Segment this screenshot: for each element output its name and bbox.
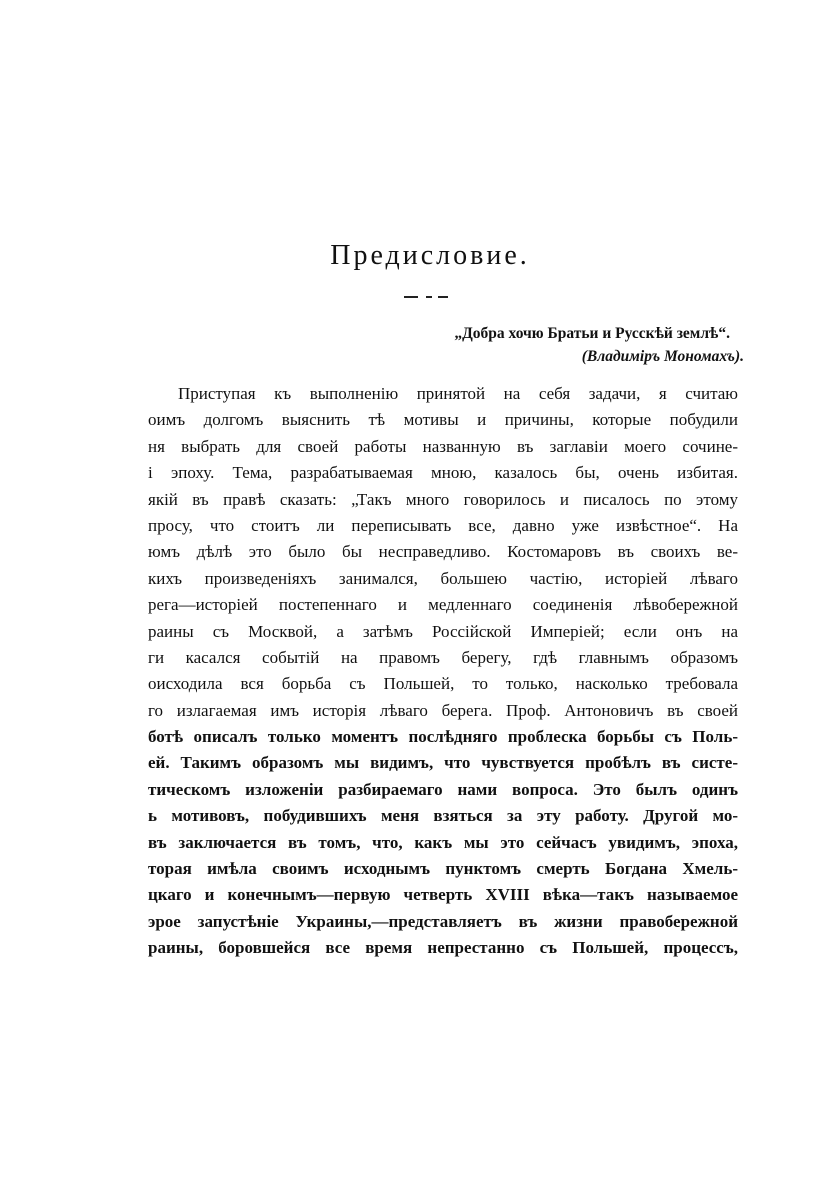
text-line: въ заключается въ томъ, что, какъ мы это сейчасъ увидимъ, эпоха,	[148, 832, 738, 852]
epigraph-author: (Владимiръ Мономахъ).	[581, 348, 744, 365]
body-paragraph	[148, 381, 738, 962]
text-line: кихъ произведеніяхъ занимался, большею частію, исторіей лѣваго	[148, 568, 738, 588]
epigraph	[454, 322, 744, 368]
text-line: Приступая къ выполненію принятой на себя задачи, я считаю	[178, 384, 738, 403]
page-title: Предисловие.	[330, 240, 530, 271]
text-line: і эпоху. Тема, разрабатываемая мною, казалось бы, очень избитая.	[148, 463, 738, 483]
text-line: раины съ Москвой, а затѣмъ Россійской Имперіей; если онъ на	[148, 621, 738, 641]
text-line: ня выбрать для своей работы названную въ заглавіи моего сочине-	[148, 436, 738, 456]
text-line: оимъ долгомъ выяснить тѣ мотивы и причины, которые побудили	[148, 410, 738, 430]
text-line: ботѣ описалъ только моментъ послѣдняго проблеска борьбы съ Поль-	[148, 727, 738, 747]
text-line: ги касался событій на правомъ берегу, гдѣ главнымъ образомъ	[148, 647, 738, 667]
text-line: ь мотивовъ, побудившихъ меня взяться за эту работу. Другой мо-	[148, 806, 738, 826]
text-line: юмъ дѣлѣ это было бы несправедливо. Костомаровъ въ своихъ ве-	[148, 542, 738, 562]
text-line: оисходила вся борьба съ Польшей, то только, насколько требовала	[148, 674, 738, 694]
text-line: тическомъ изложеніи разбираемаго нами вопроса. Это былъ одинъ	[148, 779, 738, 799]
text-line: эрое запустѣніе Украины,—представляетъ въ жизни правобережной	[148, 911, 738, 931]
text-line: раины, боровшейся все время непрестанно съ Польшей, процессъ,	[148, 938, 738, 958]
text-line: цкаго и конечнымъ—первую четверть XVIII вѣка—такъ называемое	[148, 885, 738, 905]
text-line: рега—исторіей постепеннаго и медленнаго соединенія лѣвобережной	[148, 595, 738, 615]
text-line: просу, что стоитъ ли переписывать все, давно уже извѣстное“. На	[148, 515, 738, 535]
text-line: го излагаемая имъ исторія лѣваго берега. Проф. Антоновичъ въ своей	[148, 700, 738, 720]
text-line: торая имѣла своимъ исходнымъ пунктомъ смерть Богдана Хмель-	[148, 859, 738, 879]
title-ornament-divider	[404, 296, 452, 298]
text-line: якій въ правѣ сказать: „Такъ много говорилось и писалось по этому	[148, 489, 738, 509]
epigraph-quote: „Добра хочю Братьи и Русскѣй землѣ“.	[454, 325, 730, 342]
text-line: ей. Такимъ образомъ мы видимъ, что чувствуется пробѣлъ въ систе-	[148, 753, 738, 773]
